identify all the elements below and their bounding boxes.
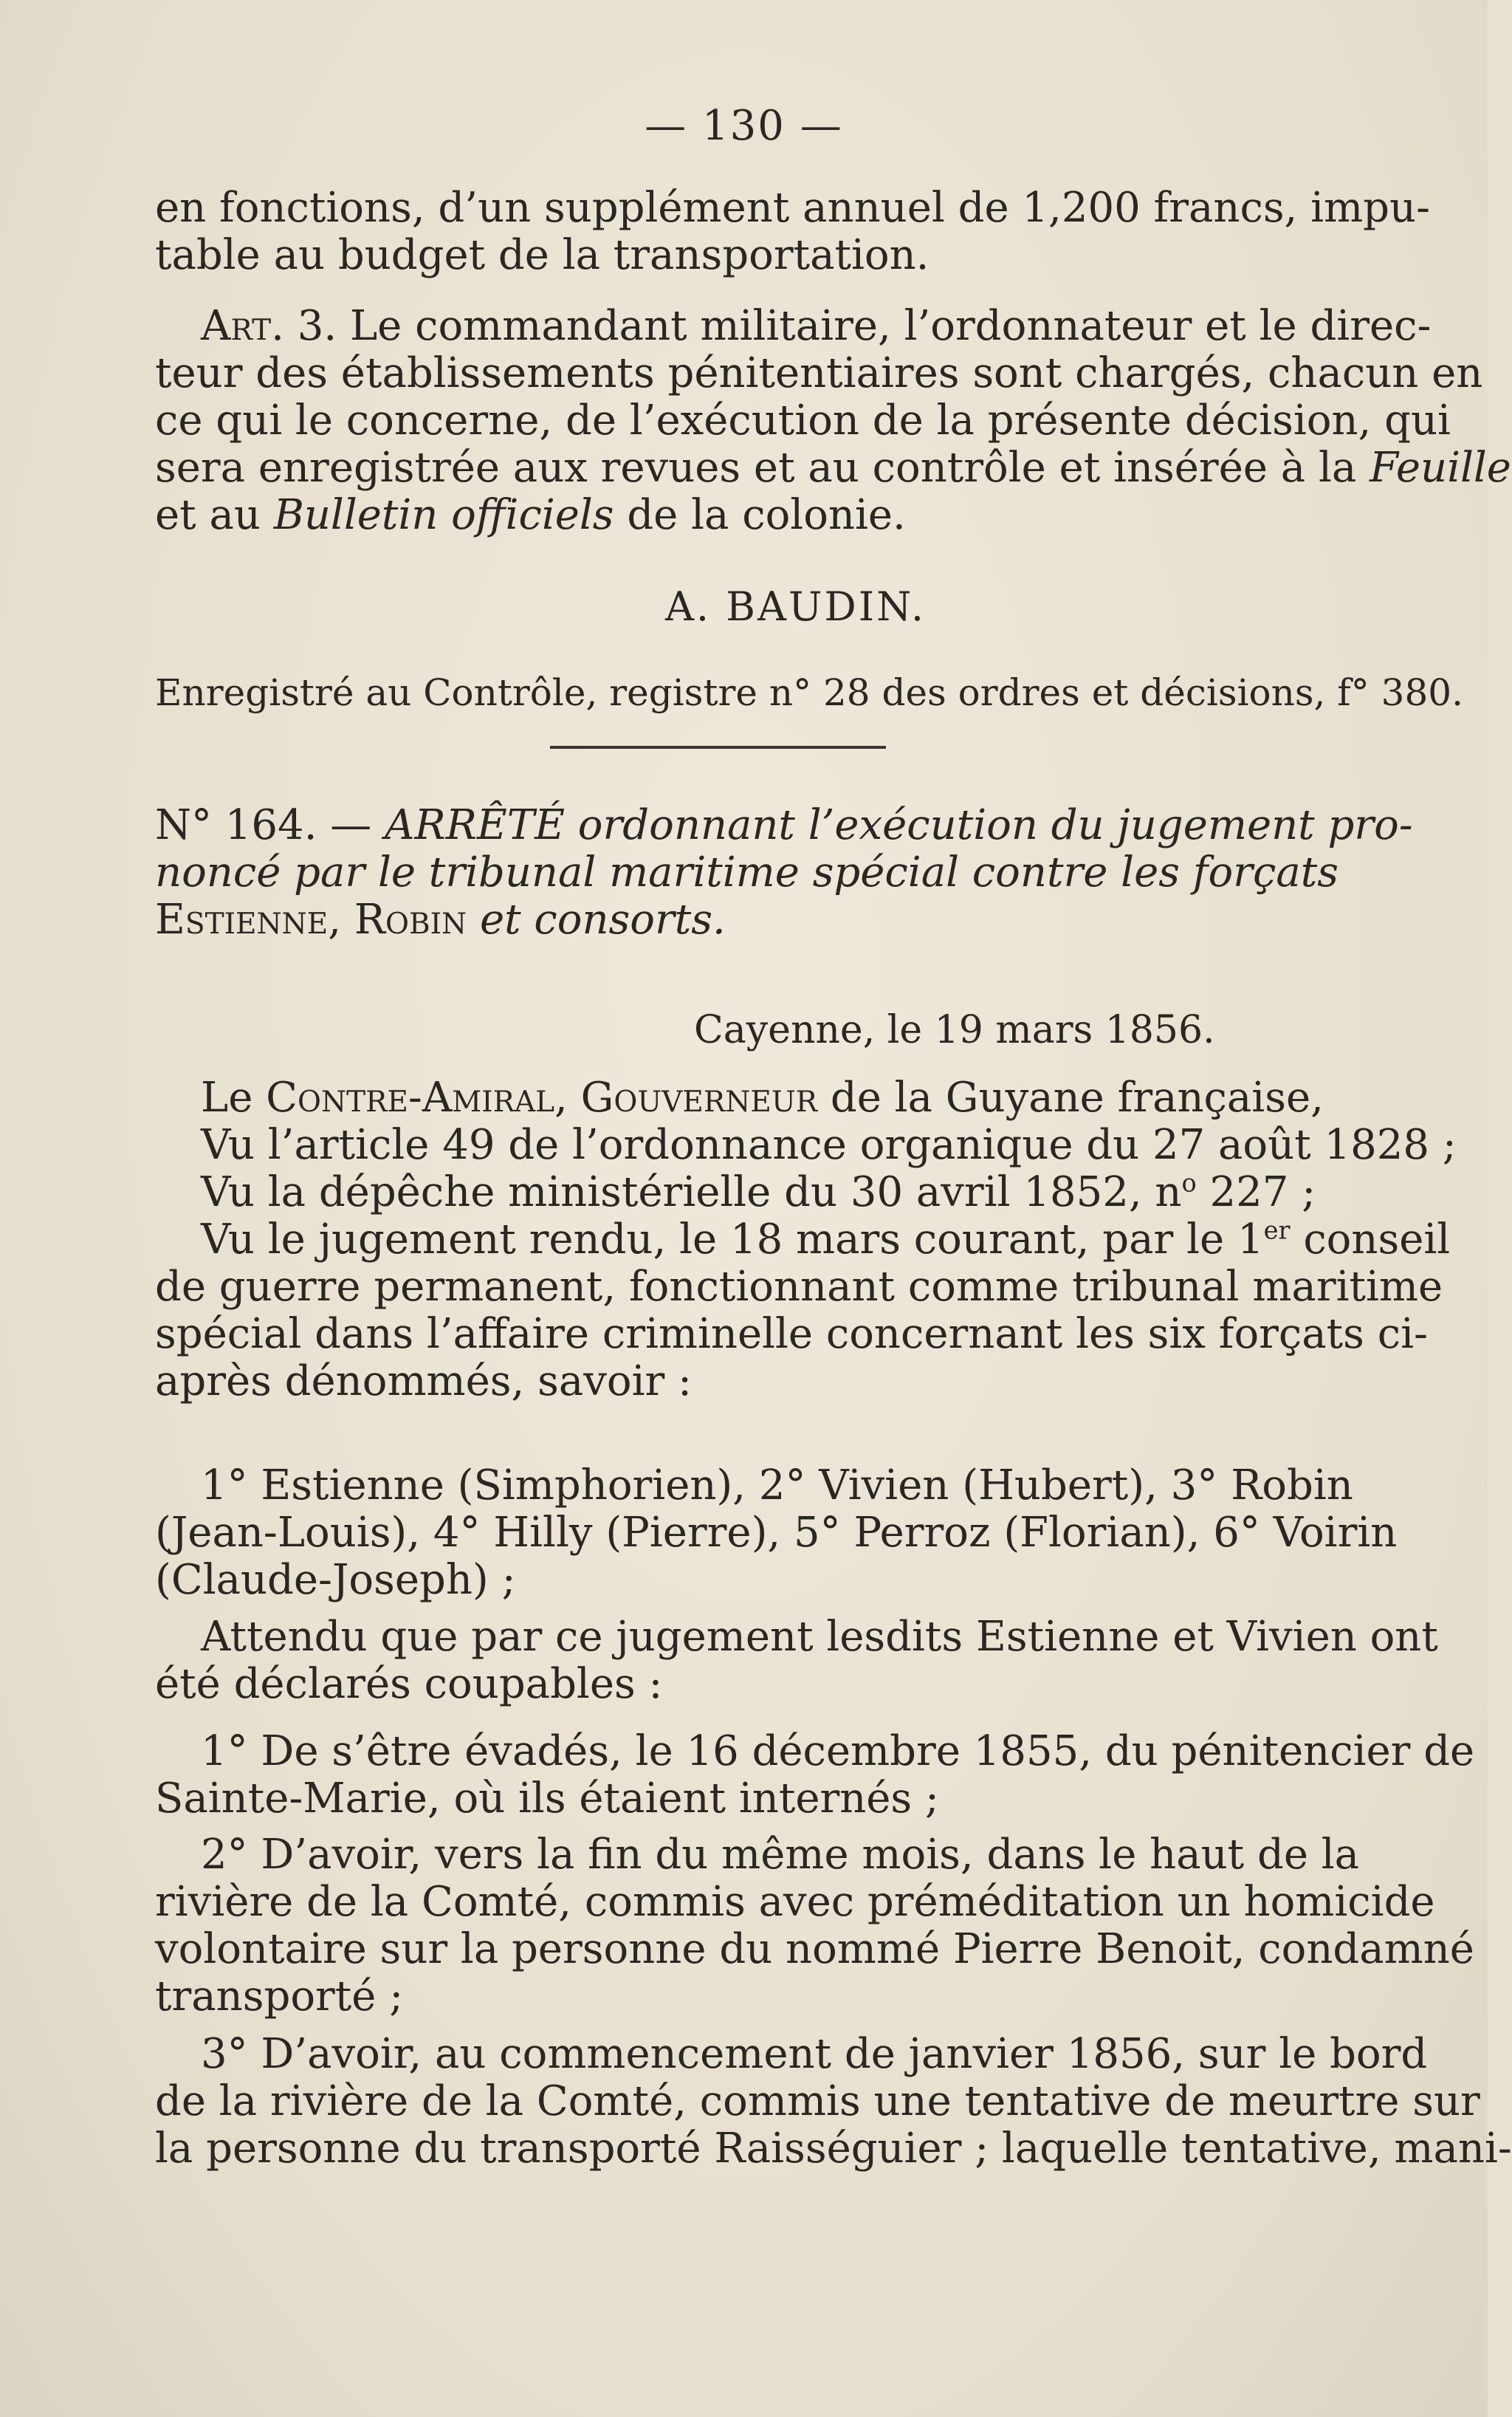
attendu-paragraph — [155, 1613, 1438, 1708]
text-line: 3° D’avoir, au commencement de janvier 1856, sur le bord — [201, 2030, 1428, 2078]
text-line: spécial dans l’affaire criminelle concernant les six forçats ci- — [155, 1310, 1428, 1358]
text-line: Vu le jugement rendu, le 18 mars courant, par le 1er conseil — [201, 1216, 1451, 1264]
charge-2 — [155, 1831, 1474, 2020]
charge-1 — [155, 1727, 1475, 1823]
article-label: Art. 3. — [201, 302, 337, 350]
text-line: Estienne, Robin et consorts. — [155, 896, 726, 944]
decree-heading — [155, 801, 1413, 944]
signature: A. BAUDIN. — [664, 583, 927, 630]
page-number: — 130 — — [645, 102, 843, 150]
text-line: Attendu que par ce jugement lesdits Estienne et Vivien ont — [201, 1613, 1438, 1661]
text-line: Sainte-Marie, où ils étaient internés ; — [155, 1775, 939, 1823]
charge-3 — [155, 2030, 1512, 2173]
text-line: 2° D’avoir, vers la fin du même mois, dans le haut de la — [201, 1831, 1360, 1879]
text-line: 1° Estienne (Simphorien), 2° Vivien (Hubert), 3° Robin — [201, 1461, 1353, 1509]
text-line: (Jean-Louis), 4° Hilly (Pierre), 5° Perroz (Florian), 6° Voirin — [155, 1509, 1398, 1557]
text-line: après dénommés, savoir : — [155, 1357, 692, 1405]
text-line: Vu la dépêche ministérielle du 30 avril 1852, $n^o$ 227 ; — [201, 1168, 1316, 1216]
text-line: été déclarés coupables : — [155, 1660, 663, 1708]
text-line: Vu l’article 49 de l’ordonnance organique du 27 août 1828 ; — [201, 1121, 1457, 1169]
text-line: de guerre permanent, fonctionnant comme tribunal maritime — [155, 1263, 1443, 1311]
text-line: volontaire sur la personne du nommé Pierre Benoit, condamné — [155, 1925, 1474, 1973]
text-line: teur des établissements pénitentiaires sont chargés, chacun en — [155, 349, 1483, 397]
text-line: (Claude-Joseph) ; — [155, 1556, 516, 1604]
text-line: ce qui le concerne, de l’exécution de la présente décision, qui — [155, 397, 1451, 445]
text-line: 1° De s’être évadés, le 16 décembre 1855, du pénitencier de — [201, 1727, 1475, 1775]
text-line: de la rivière de la Comté, commis une tentative de meurtre sur — [155, 2077, 1480, 2125]
text-line: Art. 3. Le commandant militaire, l’ordonnateur et le direc- — [201, 302, 1432, 350]
text-line: rivière de la Comté, commis avec préméditation un homicide — [155, 1878, 1435, 1926]
text-line: sera enregistrée aux revues et au contrôle et insérée à la Feuille — [155, 444, 1511, 492]
text-line: et au Bulletin officiels de la colonie. — [155, 491, 906, 539]
text-line: table au budget de la transportation. — [155, 231, 929, 279]
decree-body — [155, 1074, 1457, 1405]
dateline: Cayenne, le 19 mars 1856. — [694, 1008, 1215, 1052]
text-line: transporté ; — [155, 1972, 404, 2020]
text-line: Le Contre-Amiral, Gouverneur de la Guyane française, — [201, 1074, 1324, 1122]
article-3 — [155, 302, 1511, 539]
text-line: N° 164. — ARRÊTÉ ordonnant l’exécution du jugement pro- — [155, 801, 1413, 849]
text-line: noncé par le tribunal maritime spécial contre les forçats — [155, 848, 1339, 896]
text-line: Enregistré au Contrôle, registre n° 28 des ordres et décisions, f° 380. — [155, 671, 1463, 714]
paragraph-continuation — [155, 184, 1431, 279]
separator-rule — [550, 746, 886, 749]
registration-note — [155, 669, 1463, 716]
text-line: la personne du transporté Raisséguier ; laquelle tentative, mani- — [155, 2125, 1512, 2173]
text-line: en fonctions, d’un supplément annuel de 1,200 francs, impu- — [155, 184, 1431, 232]
convict-list — [155, 1461, 1398, 1604]
